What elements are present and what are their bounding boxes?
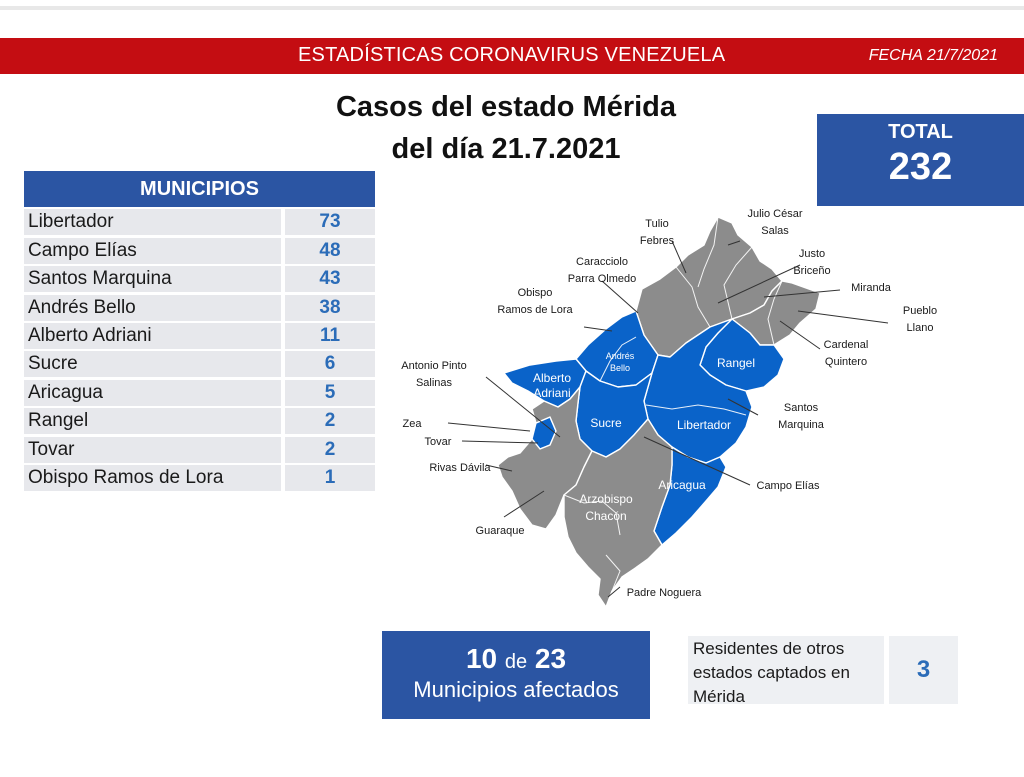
map-label-rangel: Rangel: [716, 356, 756, 370]
municipio-count: 1: [285, 465, 375, 491]
svg-text:SantosMarquina: [778, 402, 825, 431]
map-label-caracciolo-1: Caracciolo: [576, 256, 628, 268]
municipio-count: 6: [285, 351, 375, 377]
total-value: 232: [888, 146, 953, 188]
map-label-tulio-febres-2: Febres: [639, 235, 675, 247]
map-label-julio-cesar-salas-2: Salas: [761, 225, 789, 237]
map-label-campo-elias: Campo Elías: [756, 480, 820, 492]
affected-count-line: [382, 643, 650, 675]
map-label-miranda: Miranda: [851, 282, 891, 294]
residents-label-line2: estados captados en: [693, 663, 850, 682]
map-label-justo-briceno-2: Briceño: [793, 265, 831, 277]
residents-label-box: [688, 636, 884, 704]
page-title-line1: Casos del estado Mérida: [335, 91, 677, 123]
map-label-caracciolo-2: Parra Olmedo: [567, 273, 637, 285]
map-label-pueblo-llano-2: Llano: [906, 322, 934, 334]
affected-label: Municipios afectados: [413, 677, 619, 702]
map-label-obispo-2: Ramos de Lora: [497, 304, 573, 316]
svg-text:CaraccioloParra Olmedo: [568, 256, 636, 285]
banner-date: FECHA 21/7/2021: [868, 47, 998, 64]
municipio-count: 73: [285, 209, 375, 235]
table-row: [24, 408, 375, 434]
map-label-libertador: Libertador: [676, 418, 732, 432]
map-label-alberto-adriani-1: Alberto: [532, 371, 572, 385]
municipio-name: Obispo Ramos de Lora: [24, 465, 281, 491]
table-row: [24, 323, 375, 349]
map-label-aricagua: Aricagua: [658, 478, 706, 492]
residents-count: 3: [889, 636, 958, 704]
page-title: [330, 86, 682, 170]
map-label-tulio-febres-1: Tulio: [645, 218, 669, 230]
table-row: [24, 209, 375, 235]
municipio-count: 11: [285, 323, 375, 349]
map-label-santos-marquina-1: Santos: [783, 402, 819, 414]
svg-text:CardenalQuintero: [824, 339, 869, 368]
municipio-name: Aricagua: [24, 380, 281, 406]
municipio-name: Rangel: [24, 408, 281, 434]
map-label-alberto-adriani-2: Adriani: [533, 386, 571, 400]
municipio-name: Andrés Bello: [24, 295, 281, 321]
table-row: [24, 380, 375, 406]
svg-text:AlbertoAdriani: [533, 371, 571, 400]
table-row: [24, 238, 375, 264]
municipio-count: 2: [285, 408, 375, 434]
svg-text:JustoBriceño: [793, 248, 830, 277]
map-label-andres-bello-2: Bello: [609, 363, 631, 373]
top-divider: [0, 6, 1024, 10]
map-label-julio-cesar-salas-1: Julio César: [747, 208, 803, 220]
affected-count: 10: [465, 643, 498, 674]
affected-municipalities-box: [382, 631, 650, 719]
map-label-rivas-davila: Rivas Dávila: [429, 462, 491, 474]
municipio-name: Santos Marquina: [24, 266, 281, 292]
municipio-name: Tovar: [24, 437, 281, 463]
map-label-arzobispo-2: Chacón: [585, 509, 627, 523]
municipio-name: Alberto Adriani: [24, 323, 281, 349]
map-label-padre-noguera: Padre Noguera: [626, 587, 702, 599]
municipio-count: 43: [285, 266, 375, 292]
map-label-justo-briceno-1: Justo: [798, 248, 826, 260]
municipio-count: 48: [285, 238, 375, 264]
municipios-header: MUNICIPIOS: [24, 171, 375, 207]
total-label: TOTAL: [888, 121, 953, 143]
map-label-pueblo-llano-1: Pueblo: [902, 305, 938, 317]
map-label-zea: Zea: [402, 418, 422, 430]
affected-total: 23: [534, 643, 567, 674]
municipio-count: 2: [285, 437, 375, 463]
map-label-obispo-1: Obispo: [517, 287, 553, 299]
merida-map: [380, 195, 940, 620]
map-label-tovar: Tovar: [424, 436, 452, 448]
table-row: [24, 351, 375, 377]
svg-text:PuebloLlano: [903, 305, 937, 334]
map-label-cardenal-quintero-1: Cardenal: [823, 339, 869, 351]
map-label-arzobispo-1: Arzobispo: [579, 492, 633, 506]
map-label-antonio-pinto-1: Antonio Pinto: [401, 360, 467, 372]
table-row: [24, 295, 375, 321]
municipio-count: 5: [285, 380, 375, 406]
svg-text:TulioFebres: [640, 218, 675, 247]
municipio-name: Libertador: [24, 209, 281, 235]
municipio-count: 38: [285, 295, 375, 321]
residents-label-line1: Residentes de otros: [693, 639, 845, 658]
map-label-antonio-pinto-2: Salinas: [415, 377, 453, 389]
header-banner: [0, 38, 1024, 74]
residents-label-line3: Mérida: [693, 687, 745, 706]
affected-connector: de: [504, 651, 528, 673]
total-box: [817, 114, 1024, 206]
map-label-sucre: Sucre: [590, 416, 622, 430]
map-label-cardenal-quintero-2: Quintero: [824, 356, 868, 368]
municipio-name: Sucre: [24, 351, 281, 377]
map-label-santos-marquina-2: Marquina: [778, 419, 824, 431]
table-row: [24, 465, 375, 491]
municipio-name: Campo Elías: [24, 238, 281, 264]
table-row: [24, 437, 375, 463]
map-label-guaraque: Guaraque: [475, 525, 525, 537]
table-row: [24, 266, 375, 292]
page-title-line2: del día 21.7.2021: [391, 133, 621, 165]
svg-text:ObispoRamos de Lora: [497, 287, 573, 316]
map-label-andres-bello-1: Andrés: [605, 351, 635, 361]
municipios-table: [24, 171, 375, 491]
svg-text:Julio CésarSalas: [747, 208, 802, 237]
svg-text:Antonio PintoSalinas: [401, 360, 466, 389]
banner-title: ESTADÍSTICAS CORONAVIRUS VENEZUELA: [298, 44, 726, 66]
